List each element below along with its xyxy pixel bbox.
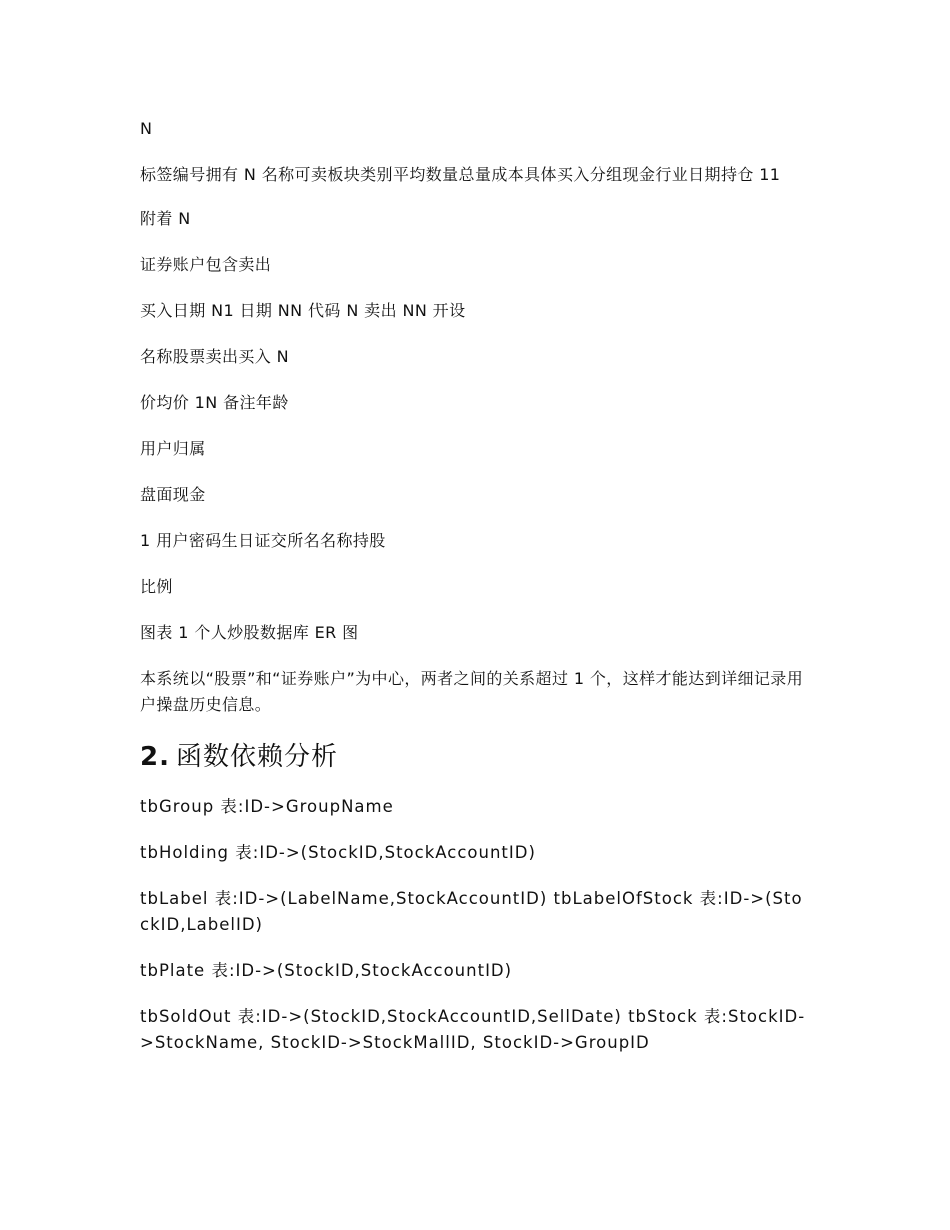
document-body xyxy=(140,116,810,1076)
fd-tbholding: tbHolding 表:ID->(StockID,StockAccountID) xyxy=(140,843,536,862)
text-line-price: 价均价 1N 备注年龄 xyxy=(140,393,289,412)
fd-tbgroup: tbGroup 表:ID->GroupName xyxy=(140,797,394,816)
text-line-stock-name: 名称股票卖出买入 N xyxy=(140,347,290,366)
text-line-attach: 附着 N xyxy=(140,209,191,228)
text-line-ratio: 比例 xyxy=(140,577,173,596)
text-line-account: 证券账户包含卖出 xyxy=(140,255,272,274)
text-line-n: N xyxy=(140,119,153,138)
section-title: 函数依赖分析 xyxy=(175,742,338,772)
text-line-buy-date: 买入日期 N1 日期 NN 代码 N 卖出 NN 开设 xyxy=(140,301,466,320)
section-heading xyxy=(140,738,810,776)
section-number: 2. xyxy=(140,742,170,772)
fd-tbsoldout: tbSoldOut 表:ID->(StockID,StockAccountID,SellDate) tbStock 表:StockID->StockName, StockID->StockMallID, StockID->GroupID xyxy=(140,1007,806,1052)
text-line-password: 1 用户密码生日证交所名名称持股 xyxy=(140,531,386,550)
text-line-user: 用户归属 xyxy=(140,439,206,458)
text-line-cash: 盘面现金 xyxy=(140,485,206,504)
er-label-line: 标签编号拥有 N 名称可卖板块类别平均数量总量成本具体买入分组现金行业日期持仓 11 xyxy=(140,165,781,184)
figure-caption: 图表 1 个人炒股数据库 ER 图 xyxy=(140,623,359,642)
fd-tbplate: tbPlate 表:ID->(StockID,StockAccountID) xyxy=(140,961,513,980)
fd-tblabel: tbLabel 表:ID->(LabelName,StockAccountID) tbLabelOfStock 表:ID->(StockID,LabelID) xyxy=(140,889,803,934)
system-description: 本系统以“股票”和“证券账户”为中心，两者之间的关系超过 1 个，这样才能达到详细记录用户操盘历史信息。 xyxy=(140,669,804,714)
